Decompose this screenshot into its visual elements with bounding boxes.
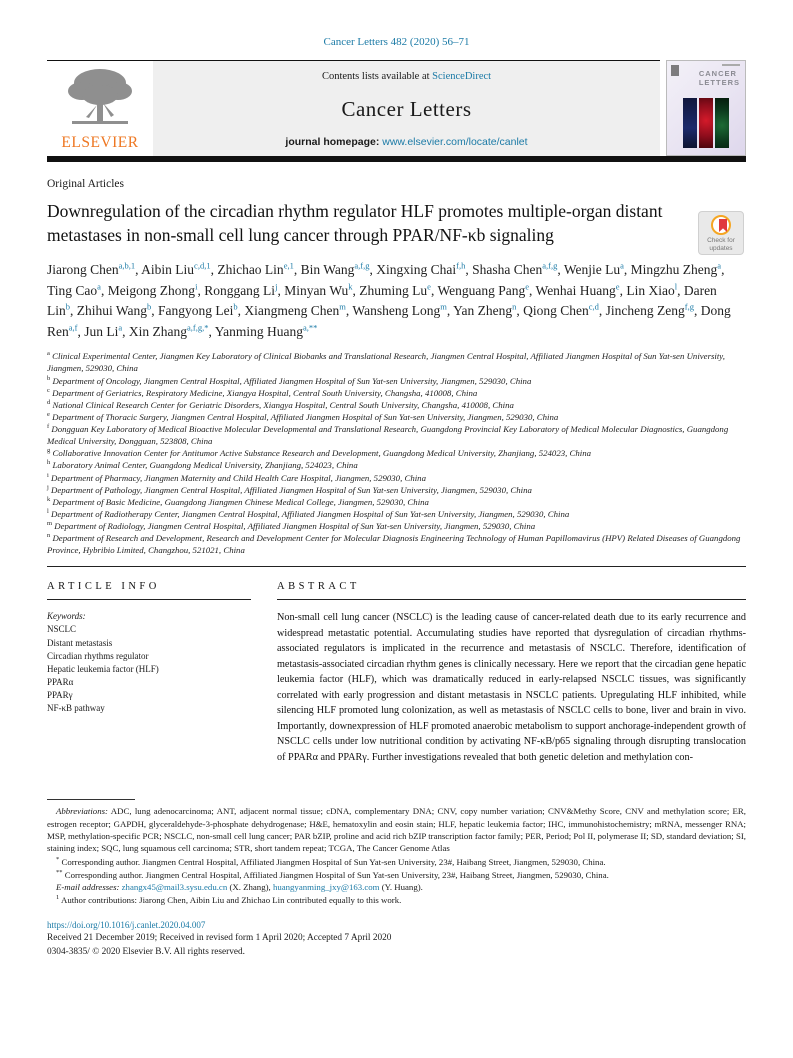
author: Meigong Zhong$^i$, [107, 281, 205, 298]
header-divider-bar [47, 156, 746, 162]
author: Mingzhu Zheng$^a$, [630, 260, 725, 277]
email-label: E-mail addresses: [56, 882, 120, 893]
affiliation-label: j [47, 483, 49, 491]
author: Fangyong Lei$^b$, [158, 301, 245, 319]
cover-topline [722, 64, 740, 66]
author-affiliation-sup: a,f [68, 322, 78, 333]
info-abstract-section [47, 581, 746, 765]
affiliation-line: $^j$ Department of Pathology, Jiangmen Central Hospital, Affiliated Jiangmen Hospital of Sun Yat-sen University, Jiangmen, 529030, China [47, 483, 532, 495]
author-affiliation-sup: c,d [588, 301, 599, 312]
author-affiliation-sup: a,** [303, 322, 318, 333]
author-name: Yan Zheng [453, 303, 513, 319]
author: Qiong Chen$^{c,d}$, [523, 301, 606, 319]
author-affiliation-sup: e [615, 281, 620, 292]
author: Zhuming Lu$^e$, [359, 281, 438, 298]
keyword-item: PPARα [47, 676, 74, 687]
author-affiliation-sup: b [147, 301, 152, 312]
affiliation-line: $^a$ Clinical Experimental Center, Jiangmen Key Laboratory of Clinical Biobanks and Translational Research, Jiangmen Central Hospital, Affiliated Jiangmen Hospital of Sun Yat-sen University, Jiangmen, 529030, China [47, 350, 725, 374]
contrib-marker: 1 [56, 894, 60, 902]
affiliation-line: $^l$ Department of Radiotherapy Center, Jiangmen Central Hospital, Affiliated Jiangmen Hospital of Sun Yat-sen University, Jiangmen, 529030, China [47, 507, 570, 519]
footnote-rule [47, 799, 135, 800]
author-affiliation-sup: n [512, 301, 517, 312]
section-label: Original Articles [47, 178, 124, 190]
author-affiliation-sup: a,f,g [354, 260, 370, 271]
author-name: Yanming Huang [214, 324, 304, 340]
author-affiliation-sup: m [339, 301, 346, 312]
article-title: Downregulation of the circadian rhythm regulator HLF promotes multiple-organ distant metastases in non-small cell lung cancer through PPAR/NF-κb signaling [47, 201, 663, 246]
abstract-heading: ABSTRACT [277, 581, 746, 600]
affiliation-line: $^n$ Department of Research and Development, Research and Development Center for Molecular Diagnosis Engineering Technology of Human Papillomavirus (HPV) Related Diseases of Guangdong Province, Hybribio Limited, Changzhou, 521021, China [47, 532, 741, 556]
cover-art-strips [683, 98, 729, 148]
corresponding-author-1 [47, 855, 746, 868]
author: Ronggang Li$^j$, [204, 281, 285, 298]
journal-reference[interactable]: Cancer Letters 482 (2020) 56–71 [323, 36, 470, 48]
affiliation-line: $^i$ Department of Pharmacy, Jiangmen Maternity and Child Health Care Hospital, Jiangmen, 529030, China [47, 471, 426, 483]
author-name: Xingxing Chai [376, 261, 457, 277]
keywords-list [47, 623, 251, 714]
author-affiliation-sup: a,f,g [542, 260, 558, 271]
author-affiliation-sup: k [348, 281, 353, 292]
check-for-updates-badge[interactable] [698, 211, 744, 255]
author-affiliation-sup: a [118, 322, 123, 333]
affiliation-label: n [47, 532, 51, 540]
head-rule [47, 566, 746, 567]
affiliation-line: $^c$ Department of Geriatrics, Respiratory Medicine, Xiangya Hospital, Central South University, Changsha, 410008, China [47, 386, 478, 398]
article-info-heading: ARTICLE INFO [47, 581, 251, 600]
author: Minyan Wu$^k$, [284, 281, 360, 298]
check-updates-label: Check for updates [707, 237, 735, 253]
cover-strip-blue [683, 98, 697, 148]
author: Dong Ren$^{a,f}$, [47, 303, 731, 340]
affiliation-label: e [47, 410, 50, 418]
cover-title-line1: CANCER [698, 69, 737, 78]
author: Xin Zhang$^{a,f,g,*}$, [128, 322, 215, 340]
abstract-text: Non-small cell lung cancer (NSCLC) is the leading cause of cancer-related death due to its early recurrence and widespread metastatic potential. Accumulating studies have reported that dysregulation of circadian rhythms-associated regulators is implicated in the recurrence and metastasis of NSCLC. Therefore, identification of metastasis-associated circadian rhythm genes is clinically necessary. Here we report that the circadian gene hepatic leukemia factor (HLF), which was dramatically reduced in early-relapsed NSCLC tissues, was significantly correlated with early progression and distant metastasis in NSCLC patients. Upregulating HLF inhibited, while silencing HLF promoted lung colonization, as well as metastasis of NSCLC cells to bone, liver and brain in vivo. Importantly, downexpression of HLF promoted anaerobic metabolism to support anchorage-independent growth of NSCLC cells under low nutritional condition by activating NF-κB/p65 signaling through disrupting translocation of PPARα and PPARγ. Further investigations revealed that both genetic deletion and methylation con- [277, 612, 746, 763]
author: Jiarong Chen$^{a,b,1}$, [47, 260, 142, 277]
author-name: Xin Zhang [128, 324, 188, 340]
affiliation-line: $^e$ Department of Thoracic Surgery, Jiangmen Central Hospital, Affiliated Jiangmen Hospital of Sun Yat-sen University, Jiangmen, 529030, China [47, 410, 559, 422]
title-block [47, 199, 746, 253]
author-name: Meigong Zhong [107, 282, 196, 298]
email-addresses-line [47, 881, 746, 893]
keywords-label: Keywords: [47, 611, 86, 622]
author-affiliation-sup: e,1 [283, 260, 294, 271]
author-affiliation-sup: b [65, 301, 70, 312]
author-name: Jun Li [84, 324, 119, 340]
author-name: Ronggang Li [204, 282, 276, 298]
cover-strip-green [715, 98, 729, 148]
author: Wenjie Lu$^a$, [563, 260, 631, 277]
email-2-suffix: (Y. Huang). [379, 882, 423, 893]
corresponding-author-2 [47, 868, 746, 881]
sciencedirect-link[interactable]: ScienceDirect [432, 71, 492, 82]
affiliation-label: g [47, 447, 51, 455]
keyword-item: Distant metastasis [47, 637, 113, 648]
copyright-line: 0304-3835/ © 2020 Elsevier B.V. All rights reserved. [47, 947, 245, 958]
contents-prefix: Contents lists available at [321, 71, 433, 82]
author: Xingxing Chai$^{f,h}$, [376, 260, 473, 277]
journal-title: Cancer Letters [341, 96, 472, 121]
author-affiliation-sup: j [275, 281, 278, 292]
contrib-text: Author contributions: Jiarong Chen, Aibin Liu and Zhichao Lin contributed equally to this work. [59, 895, 402, 906]
author-affiliation-sup: m [440, 301, 447, 312]
affiliation-line: $^d$ National Clinical Research Center for Geriatric Disorders, Xiangya Hospital, Central South University, Changsha, 410008, China [47, 398, 514, 410]
author-name: Bin Wang [300, 261, 355, 277]
author-affiliation-sup: a [97, 281, 101, 292]
author: Jun Li$^a$, [84, 322, 129, 340]
keyword-item: NSCLC [47, 624, 77, 635]
author-name: Daren Lin [47, 282, 717, 319]
author-affiliation-sup: f,g [684, 301, 694, 312]
affiliation-line: $^g$ Collaborative Innovation Center for Antitumor Active Substance Research and Development, Guangdong Medical University, Zhanjiang, 524023, China [47, 447, 592, 459]
abbreviations-label: Abbreviations: [56, 806, 108, 817]
author-affiliation-sup: a,f,g,* [187, 322, 209, 333]
author-affiliation-sup: i [195, 281, 198, 292]
abstract-column [277, 581, 746, 765]
affiliation-label: b [47, 374, 51, 382]
author-affiliation-sup: l [674, 281, 678, 292]
email-1-suffix: (X. Zhang), [227, 882, 273, 893]
author-affiliation-sup: a [620, 260, 624, 271]
author: Ting Cao$^a$, [47, 281, 108, 298]
banner-center [153, 60, 660, 156]
author-name: Jiarong Chen [47, 261, 119, 277]
homepage-prefix: journal homepage: [285, 136, 383, 148]
abbreviations-footnote [47, 805, 746, 854]
author-name: Qiong Chen [523, 303, 589, 319]
author: Shasha Chen$^{a,f,g}$, [472, 260, 564, 277]
affiliation-label: a [47, 350, 50, 358]
author-affiliation-sup: e [427, 281, 431, 292]
affiliations [47, 350, 746, 556]
affiliation-label: h [47, 459, 51, 467]
affiliation-line: $^m$ Department of Radiology, Jiangmen Central Hospital, Affiliated Jiangmen Hospital of Sun Yat-sen University, Jiangmen, 529030, China [47, 520, 536, 532]
corresponding-1-marker: * [56, 855, 60, 863]
cover-logo-mark [671, 65, 679, 76]
author-name: Wenjie Lu [563, 261, 621, 277]
author: Wenguang Pang$^e$, [437, 281, 536, 298]
doi-link[interactable]: https://doi.org/10.1016/j.canlet.2020.04.007 [47, 919, 206, 930]
corresponding-2-marker: ** [56, 868, 63, 876]
article-footer [47, 919, 746, 960]
keyword-item: PPARγ [47, 689, 73, 700]
author-name: Wenhai Huang [535, 282, 616, 298]
homepage-line [161, 136, 652, 148]
cover-title [699, 70, 740, 87]
abbreviations-text: ADC, lung adenocarcinoma; ANT, adjacent normal tissue; cDNA, complementary DNA; CNV, copy number variation; CNV&Methy Score, CNV and methylation score; ER, estrogen receptor; GAPDH, glyceraldehyde-3-phosphate dehydrogenase; H&E, hematoxylin and eosin stain; HLF, hepatic leukemia factor; IHC, immunohistochemistry; mRNA, messenger RNA; MSP, methylation-specific PCR; NSCLC, non-small cell lung cancer; PAR bZIP, proline and acid rich bZIP transcription factor family; PER, Period; Pol II, polymerase II; SD, standard deviation; SI, staining index; SQC, lung squamous cell carcinoma; STR, short tandem repeat; TCGA, The Cancer Genome Atlas [47, 806, 746, 854]
author-name: Shasha Chen [472, 261, 543, 277]
author-affiliation-sup: b [233, 301, 238, 312]
journal-cover-image [666, 60, 746, 156]
author-name: Xiangmeng Chen [244, 303, 340, 319]
author: Jincheng Zeng$^{f,g}$, [605, 301, 701, 319]
author-name: Minyan Wu [284, 282, 349, 298]
affiliation-line: $^h$ Laboratory Animal Center, Guangdong Medical University, Zhanjiang, 524023, China [47, 459, 358, 471]
author: Wansheng Long$^m$, [352, 301, 454, 319]
affiliation-label: k [47, 495, 51, 503]
author: Xiangmeng Chen$^m$, [244, 301, 353, 319]
crossmark-icon [711, 215, 731, 235]
elsevier-tree-icon [64, 65, 136, 129]
author-name: Zhihui Wang [76, 303, 148, 319]
author-contributions-footnote [47, 893, 746, 906]
keyword-item: Hepatic leukemia factor (HLF) [47, 663, 159, 674]
author-name: Zhichao Lin [217, 261, 284, 277]
author: Bin Wang$^{a,f,g}$, [300, 260, 377, 277]
email-link-huang[interactable]: huangyanming_jxy@163.com [272, 882, 380, 893]
affiliation-label: d [47, 398, 51, 406]
affiliation-line: $^f$ Dongguan Key Laboratory of Medical Bioactive Molecular Developmental and Translational Research, Guangdong Provincial Key Laboratory of Medical Molecular Diagnostics, Guangdong Medical University, Dongguan, 523808, China [47, 423, 729, 447]
author-name: Aibin Liu [141, 261, 195, 277]
author-name: Wansheng Long [352, 303, 441, 319]
author-name: Fangyong Lei [158, 303, 234, 319]
affiliation-line: $^b$ Department of Oncology, Jiangmen Central Hospital, Affiliated Jiangmen Hospital of Sun Yat-sen University, Jiangmen, 529030, China [47, 374, 532, 386]
received-dates-line: Received 21 December 2019; Received in revised form 1 April 2020; Accepted 7 April 2020 [47, 933, 392, 944]
author [215, 324, 318, 339]
footnotes [47, 799, 746, 906]
keyword-item: NF-κB pathway [47, 702, 105, 713]
elsevier-wordmark: ELSEVIER [61, 134, 139, 151]
author: Zhihui Wang$^b$, [76, 301, 159, 319]
affiliation-label: c [47, 386, 50, 394]
affiliation-label: l [47, 507, 49, 515]
elsevier-logo [47, 60, 153, 156]
author: Aibin Liu$^{c,d,1}$, [141, 260, 218, 277]
author-affiliation-sup: a,b,1 [118, 260, 136, 271]
article-info-column [47, 581, 251, 765]
homepage-link[interactable]: www.elsevier.com/locate/canlet [382, 136, 528, 148]
author: Yan Zheng$^n$, [453, 301, 524, 319]
author-name: Dong Ren [47, 303, 731, 340]
author: Daren Lin$^b$, [47, 282, 717, 319]
author-name: Mingzhu Zheng [630, 261, 718, 277]
journal-cover [666, 60, 746, 156]
author: Zhichao Lin$^{e,1}$, [217, 260, 301, 277]
author-name: Ting Cao [47, 282, 98, 298]
cover-strip-red [699, 98, 713, 148]
author: Wenhai Huang$^e$, [535, 281, 627, 298]
author-name: Wenguang Pang [437, 282, 526, 298]
author-affiliation-sup: a [717, 260, 722, 271]
author: Lin Xiao$^l$, [626, 281, 684, 298]
author-name: Zhuming Lu [359, 282, 428, 298]
author-affiliation-sup: c,d,1 [194, 260, 211, 271]
email-link-zhang[interactable]: zhangx45@mail3.sysu.edu.cn [121, 882, 228, 893]
corresponding-1-text: Corresponding author. Jiangmen Central Hospital, Affiliated Jiangmen Hospital of Sun Yat-sen University, 23#, Haibang Street, Jiangmen, 529030, China. [59, 856, 606, 867]
cover-title-line2: LETTERS [698, 77, 740, 87]
affiliation-label: i [47, 471, 49, 479]
contents-line [161, 71, 652, 82]
journal-header [47, 60, 746, 162]
author-affiliation-sup: f,h [456, 260, 466, 271]
authors [47, 259, 746, 342]
affiliation-line: $^k$ Department of Basic Medicine, Guangdong Jiangmen Chinese Medical College, Jiangmen, 529030, China [47, 495, 429, 507]
author-name: Lin Xiao [626, 282, 675, 298]
affiliation-label: m [47, 520, 53, 528]
author-name: Jincheng Zeng [605, 303, 685, 319]
affiliation-label: f [47, 423, 50, 431]
keyword-item: Circadian rhythms regulator [47, 650, 149, 661]
corresponding-2-text: Corresponding author. Jiangmen Central Hospital, Affiliated Jiangmen Hospital of Sun Yat-sen University, 23#, Haibang Street, Jiangmen, 529030, China. [62, 869, 609, 880]
author-affiliation-sup: e [525, 281, 530, 292]
